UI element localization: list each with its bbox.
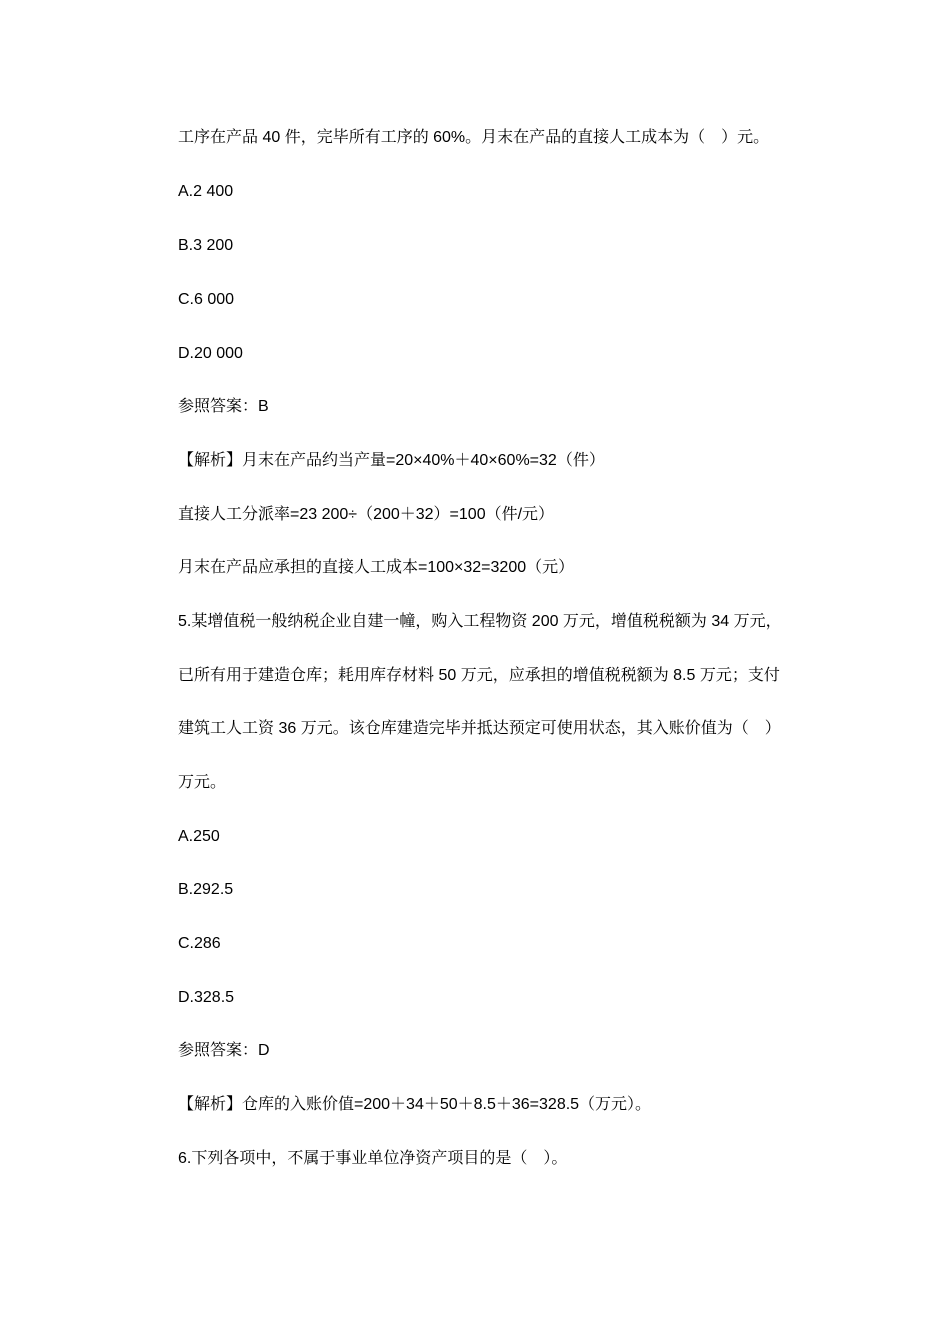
question-4-option-b: B.3 200 bbox=[178, 237, 234, 254]
question-5-option-c: C.286 bbox=[178, 935, 221, 952]
question-4-answer: 参照答案：B bbox=[178, 398, 269, 415]
question-5-stem-line-1: 5.某增值税一般纳税企业自建一幢，购入工程物资 200 万元，增值税税额为 34 万元， bbox=[178, 613, 782, 630]
question-5-stem-line-4: 万元。 bbox=[178, 774, 227, 791]
question-5-explanation: 【解析】仓库的入账价值=200＋34＋50＋8.5＋36=328.5（万元）。 bbox=[178, 1096, 652, 1113]
question-5-option-b: B.292.5 bbox=[178, 881, 234, 898]
question-5-answer: 参照答案：D bbox=[178, 1042, 270, 1059]
question-4-stem-continued: 工序在产品 40 件，完毕所有工序的 60%。月末在产品的直接人工成本为（ ）元。 bbox=[178, 129, 770, 146]
question-4-option-d: D.20 000 bbox=[178, 345, 243, 362]
question-4-explanation-2: 直接人工分派率=23 200÷（200＋32）=100（件/元） bbox=[178, 506, 555, 523]
question-6-stem: 6.下列各项中，不属于事业单位净资产项目的是（ ）。 bbox=[178, 1150, 568, 1167]
question-5-option-d: D.328.5 bbox=[178, 989, 235, 1006]
question-4-explanation-3: 月末在产品应承担的直接人工成本=100×32=3200（元） bbox=[178, 559, 575, 576]
question-4-option-c: C.6 000 bbox=[178, 291, 235, 308]
question-5-option-a: A.250 bbox=[178, 828, 220, 845]
question-4-option-a: A.2 400 bbox=[178, 183, 234, 200]
question-4-explanation-1: 【解析】月末在产品约当产量=20×40%＋40×60%=32（件） bbox=[178, 452, 605, 469]
question-5-stem-line-3: 建筑工人工资 36 万元。该仓库建造完毕并抵达预定可使用状态，其入账价值为（ ） bbox=[178, 720, 781, 737]
question-5-stem-line-2: 已所有用于建造仓库；耗用库存材料 50 万元，应承担的增值税税额为 8.5 万元；支付 bbox=[178, 667, 780, 684]
